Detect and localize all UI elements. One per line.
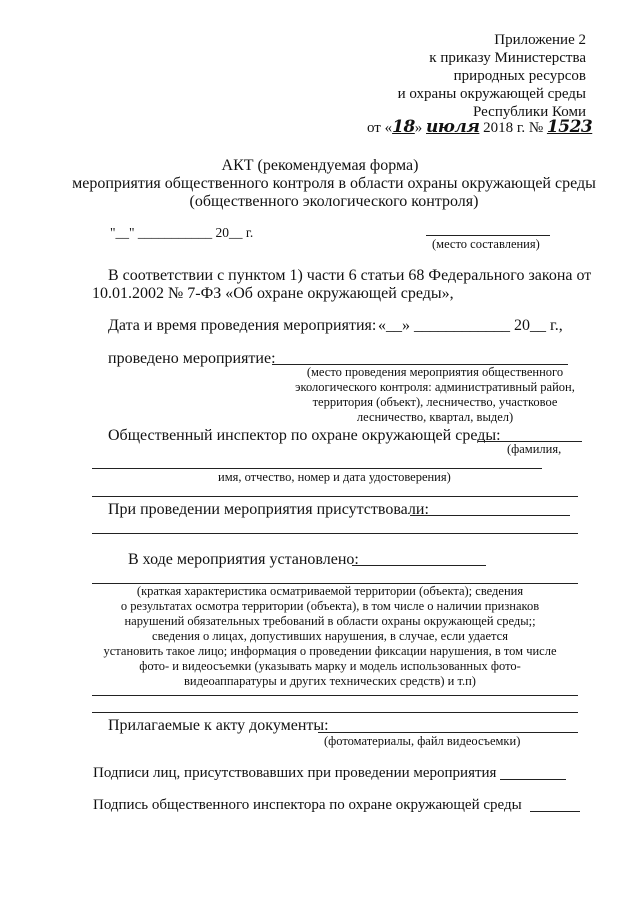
established-line-1 (352, 565, 486, 566)
established-caption-5: установить такое лицо; информация о проведении фиксации нарушения, в том числе (103, 644, 557, 658)
attachments-label: Прилагаемые к акту документы: (108, 717, 329, 734)
event-place-caption-2: экологического контроля: административный район, (295, 380, 575, 394)
inspector-label: Общественный инспектор по охране окружающей среды: (108, 427, 501, 444)
present-line-1 (410, 515, 570, 516)
attachments-caption: (фотоматериалы, файл видеосъемки) (324, 734, 521, 748)
law-ref-line-1: В соответствии с пунктом 1) части 6 статьи 68 Федерального закона от (108, 267, 592, 284)
event-datetime-template: «__» ____________ 20__ г., (378, 317, 563, 334)
order-prefix: от « (367, 120, 393, 136)
event-place-label: проведено мероприятие: (108, 350, 276, 367)
appendix-line-5: Республики Коми (473, 104, 586, 120)
established-caption-7: видеоаппаратуры и других технических средств) и т.п) (184, 674, 476, 688)
appendix-line-2: к приказу Министерства (429, 50, 586, 66)
law-ref-line-2: 10.01.2002 № 7-ФЗ «Об охране окружающей среды», (92, 285, 454, 302)
inspector-caption-2: имя, отчество, номер и дата удостоверения) (218, 470, 451, 484)
order-day-handwritten: 18 (392, 117, 415, 137)
event-place-caption-4: лесничество, квартал, выдел) (356, 410, 514, 424)
inspector-signature-line (530, 811, 580, 812)
established-caption-2: о результатах осмотра территории (объекта), в том числе о наличии признаков (120, 599, 540, 613)
appendix-line-1: Приложение 2 (494, 32, 586, 48)
established-caption-4: сведения о лицах, допустивших нарушения, в случае, если удается (152, 629, 508, 643)
act-subtitle-paren: (общественного экологического контроля) (189, 193, 479, 210)
established-caption-1: (краткая характеристика осматриваемой территории (объекта); сведения (136, 584, 524, 598)
order-sep: » (414, 120, 423, 136)
act-subtitle: мероприятия общественного контроля в области охраны окружающей среды (72, 175, 596, 192)
event-place-caption-3: территория (объект), лесничество, участковое (312, 395, 558, 409)
present-line-2 (92, 533, 578, 534)
established-caption-3: нарушений обязательных требований в области охраны окружающей среды;; (124, 614, 536, 628)
appendix-line-4: и охраны окружающей среды (397, 86, 586, 102)
attachments-line (318, 732, 578, 733)
inspector-signature-label: Подпись общественного инспектора по охране окружающей среды (93, 797, 522, 813)
established-caption-6: фото- и видеосъемки (указывать марку и модель использованных фото- (139, 659, 521, 673)
appendix-line-3: природных ресурсов (453, 68, 586, 84)
established-line-3 (92, 695, 578, 696)
place-line (426, 235, 550, 236)
event-datetime-label: Дата и время проведения мероприятия: (108, 317, 377, 334)
established-label: В ходе мероприятия установлено: (128, 551, 359, 568)
inspector-line-2 (92, 468, 542, 469)
place-caption: (место составления) (432, 237, 540, 251)
inspector-line-3 (92, 496, 578, 497)
order-month-handwritten: июля (426, 117, 480, 137)
present-label: При проведении мероприятия присутствовали: (108, 501, 429, 518)
inspector-caption-1: (фамилия, (507, 442, 562, 456)
act-title: АКТ (рекомендуемая форма) (221, 157, 419, 174)
established-line-4 (92, 712, 578, 713)
order-number-handwritten: 1523 (546, 117, 593, 137)
present-signatures-line (500, 779, 566, 780)
event-place-caption-1: (место проведения мероприятия общественного (306, 365, 564, 379)
act-date-template: "__" ___________ 20__ г. (110, 225, 254, 240)
present-signatures-label: Подписи лиц, присутствовавших при проведении мероприятия (93, 765, 497, 781)
order-reference (367, 119, 592, 137)
order-year: 2018 г. № (483, 120, 544, 136)
